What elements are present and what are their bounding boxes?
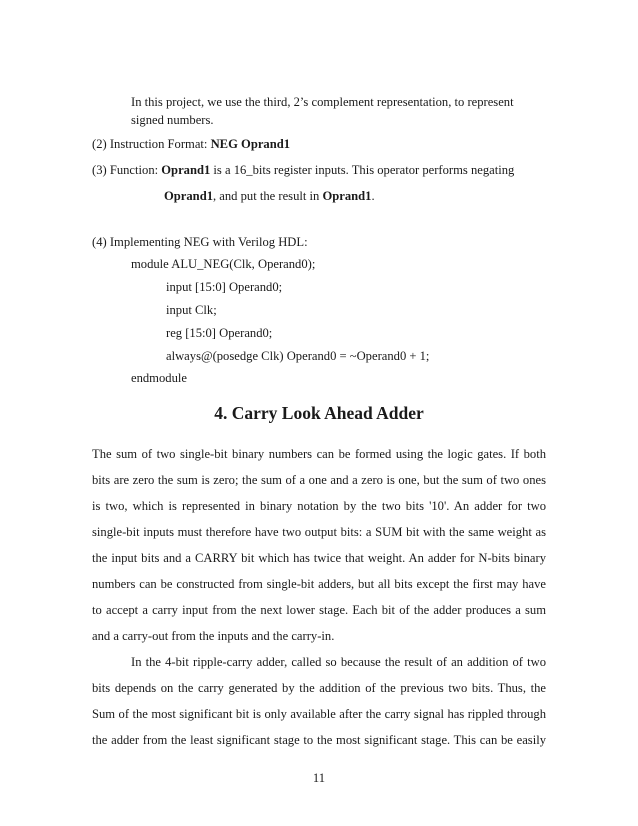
paragraph-1-line: to accept a carry input from the next lower stage. Each bit of the adder produces a sum	[92, 603, 546, 617]
code-line: reg [15:0] Operand0;	[166, 326, 273, 340]
function-line2-end: .	[371, 189, 375, 203]
function-label: (3) Function:	[92, 163, 162, 177]
intro-line-1: In this project, we use the third, 2’s complement representation, to represent	[131, 95, 514, 109]
code-line: input Clk;	[166, 303, 217, 317]
page-number: 11	[312, 771, 326, 785]
code-line: always@(posedge Clk) Operand0 = ~Operand0 + 1;	[166, 349, 430, 363]
function-text: is a 16_bits register inputs. This operator performs negating	[210, 163, 515, 177]
paragraph-1-line: and a carry-out from the inputs and the carry-in.	[92, 629, 335, 643]
section-heading: 4. Carry Look Ahead Adder	[214, 403, 424, 423]
paragraph-1-line: bits are zero the sum is zero; the sum of a one and a zero is one, but the sum of two ones	[92, 473, 546, 487]
paragraph-2-line: Sum of the most significant bit is only available after the carry signal has rippled through	[92, 707, 546, 721]
code-line: module ALU_NEG(Clk, Operand0);	[131, 257, 316, 271]
function-line-2	[164, 188, 375, 204]
function-line2-text: , and put the result in	[213, 189, 323, 203]
paragraph-2-line: In the 4-bit ripple-carry adder, called so because the result of an addition of two	[131, 655, 546, 669]
function-line2-operand-2: Oprand1	[322, 189, 372, 203]
code-line: endmodule	[131, 371, 187, 385]
function-line2-operand: Oprand1	[164, 189, 213, 203]
function-operand: Oprand1	[161, 163, 211, 177]
intro-line-2: signed numbers.	[131, 113, 214, 127]
paragraph-1-line: is two, which is represented in binary notation by the two bits '10'. An adder for two	[92, 499, 546, 513]
paragraph-1-line: the input bits and a CARRY bit which has twice that weight. An adder for N-bits binary	[92, 551, 546, 565]
code-line: input [15:0] Operand0;	[166, 280, 283, 294]
paragraph-2-line: the adder from the least significant stage to the most significant stage. This can be easily	[92, 733, 546, 747]
instruction-format-label: (2) Instruction Format:	[92, 137, 211, 151]
function-line-1	[92, 162, 514, 178]
paragraph-1-line: single-bit inputs must therefore have two output bits: a SUM bit with the same weight as	[92, 525, 546, 539]
paragraph-1-line: The sum of two single-bit binary numbers can be formed using the logic gates. If both	[92, 447, 546, 461]
implementing-title: (4) Implementing NEG with Verilog HDL:	[92, 235, 308, 249]
instruction-format	[92, 136, 290, 152]
paragraph-1-line: numbers can be constructed from single-bit adders, but all bits except the first may have	[92, 577, 546, 591]
instruction-format-value: NEG Oprand1	[210, 137, 291, 151]
paragraph-2-line: bits depends on the carry generated by the addition of the previous two bits. Thus, the	[92, 681, 546, 695]
